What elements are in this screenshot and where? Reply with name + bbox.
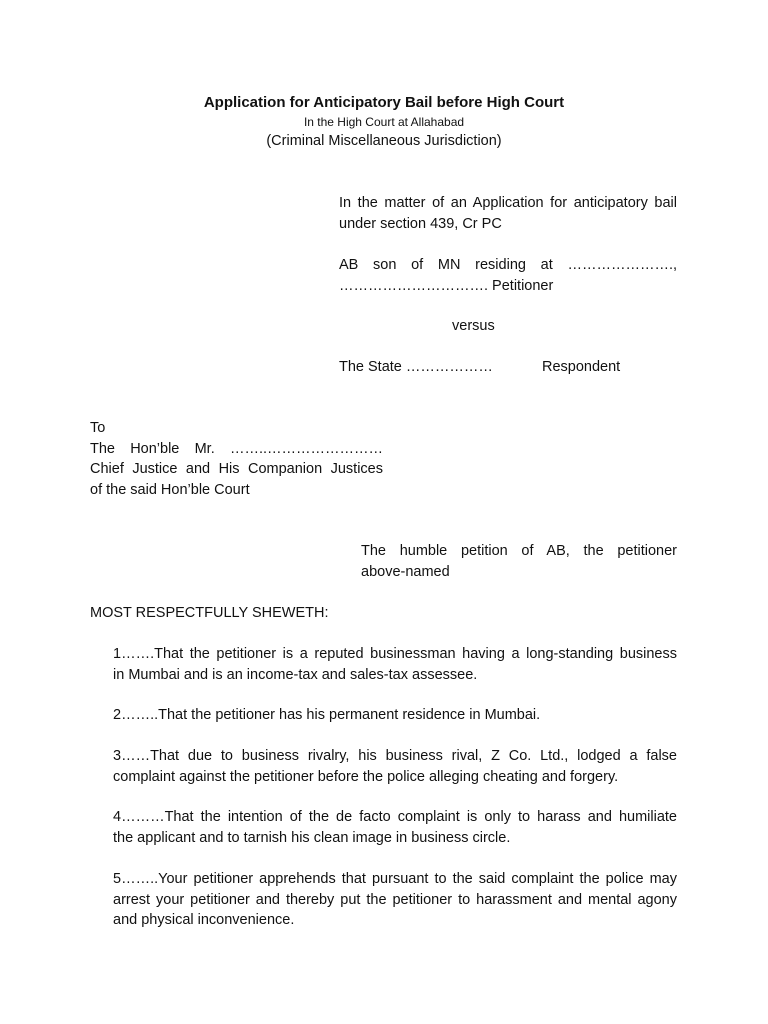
addressee-line-3: of the said Hon’ble Court bbox=[90, 481, 250, 498]
versus-label: versus bbox=[452, 318, 495, 334]
paragraph-line: arrest your petitioner and thereby put the petitioner to harassment and mental agony bbox=[113, 891, 677, 908]
addressee-to: To bbox=[90, 420, 106, 436]
matter-line-2: under section 439, Cr PC bbox=[339, 215, 502, 232]
state-label: The State ……………… bbox=[339, 359, 493, 375]
paragraph-line: 2……..That the petitioner has his permanent residence in Mumbai. bbox=[113, 707, 541, 723]
paragraph-5 bbox=[113, 869, 677, 931]
paragraph-line: 5……..Your petitioner apprehends that pursuant to the said complaint the police may bbox=[113, 871, 677, 887]
court-name: In the High Court at Allahabad bbox=[303, 115, 465, 129]
paragraph-line: 4………That the intention of the de facto complaint is only to harass and humiliate bbox=[113, 809, 677, 825]
respondent-label: Respondent bbox=[542, 359, 621, 375]
paragraph-line: 1…….That the petitioner is a reputed businessman having a long-standing business bbox=[113, 646, 677, 662]
petitioner-block bbox=[339, 255, 677, 296]
petition-line-1: The humble petition of AB, the petitioner bbox=[361, 543, 677, 559]
paragraph-3 bbox=[113, 746, 677, 787]
document-title: Application for Anticipatory Bail before High Court bbox=[203, 94, 565, 111]
petitioner-line-1: AB son of MN residing at …………………., bbox=[339, 257, 677, 273]
petitioner-line-2: …………………………. Petitioner bbox=[339, 277, 554, 294]
paragraph-1 bbox=[113, 644, 677, 685]
paragraph-line: the applicant and to tarnish his clean image in business circle. bbox=[113, 829, 511, 846]
addressee-line-1: The Hon’ble Mr. ……..…………………… bbox=[90, 440, 383, 457]
petition-block bbox=[361, 541, 677, 582]
jurisdiction: (Criminal Miscellaneous Jurisdiction) bbox=[266, 133, 502, 149]
addressee-line-2: Chief Justice and His Companion Justices bbox=[90, 461, 383, 477]
petition-line-2: above-named bbox=[361, 563, 450, 580]
matter-line-1: In the matter of an Application for anticipatory bail bbox=[339, 195, 677, 211]
addressee-block bbox=[90, 418, 383, 500]
paragraph-4 bbox=[113, 807, 677, 848]
matter-block bbox=[339, 193, 677, 234]
paragraph-line: complaint against the petitioner before the police alleging cheating and forgery. bbox=[113, 768, 619, 785]
sheweth-heading: MOST RESPECTFULLY SHEWETH: bbox=[90, 605, 329, 621]
paragraph-line: in Mumbai and is an income-tax and sales-tax assessee. bbox=[113, 666, 478, 683]
paragraph-line: and physical inconvenience. bbox=[113, 912, 295, 928]
paragraph-2 bbox=[113, 705, 677, 726]
paragraph-line: 3……That due to business rivalry, his business rival, Z Co. Ltd., lodged a false bbox=[113, 748, 677, 764]
